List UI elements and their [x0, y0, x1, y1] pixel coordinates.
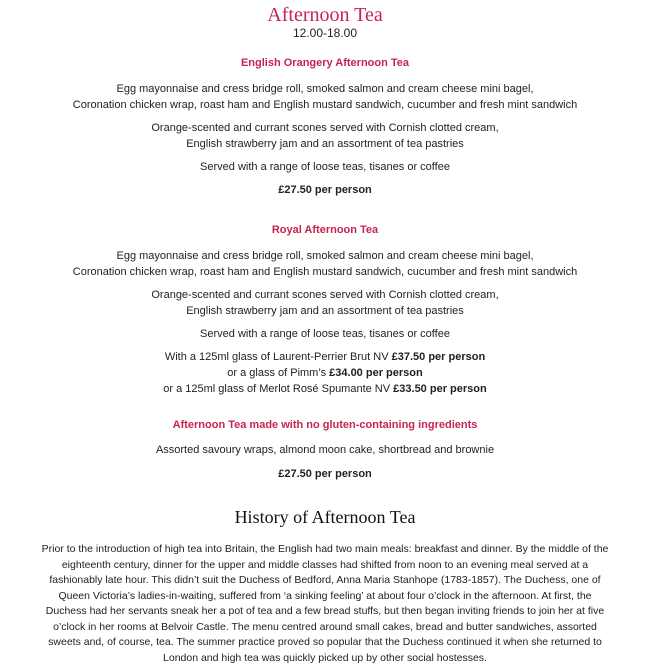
menu-line: Egg mayonnaise and cress bridge roll, smoked salmon and cream cheese mini bagel, [0, 81, 650, 97]
scones-line: English strawberry jam and an assortment of tea pastries [0, 136, 650, 152]
section-title: English Orangery Afternoon Tea [0, 56, 650, 70]
section-english-orangery [0, 56, 650, 198]
serving-hours: 12.00-18.00 [0, 26, 650, 40]
price-option: or a glass of Pimm’s £34.00 per person [0, 365, 650, 381]
description-text: Assorted savoury wraps, almond moon cake, shortbread and brownie [0, 442, 650, 458]
history-line: sweets and, of course, tea. The summer practice proved so popular that the Duchess continued it when she returned to [8, 635, 642, 651]
history-line: fashionably late hour. This didn’t suit the Duchess of Bedford, Anna Maria Stanhope (1783-1857). The Duchess, one of [8, 573, 642, 589]
history-line: Prior to the introduction of high tea into Britain, the English had two main meals: breakfast and dinner. By the middle of the [8, 542, 642, 558]
history-title: History of Afternoon Tea [0, 505, 650, 529]
section-gluten-free [0, 418, 650, 482]
page-title: Afternoon Tea [0, 4, 650, 26]
history-line: eighteenth century, dinner for the upper and middle classes had shifted from noon to an evening meal served at a [8, 558, 642, 574]
section-title: Afternoon Tea made with no gluten-containing ingredients [0, 418, 650, 432]
section-royal [0, 223, 650, 397]
served-with-text: Served with a range of loose teas, tisanes or coffee [0, 159, 650, 175]
menu-line: Coronation chicken wrap, roast ham and English mustard sandwich, cucumber and fresh mint sandwich [0, 264, 650, 280]
menu-line: Egg mayonnaise and cress bridge roll, smoked salmon and cream cheese mini bagel, [0, 248, 650, 264]
history-line: London and high tea was quickly picked up by other social hostesses. [8, 651, 642, 666]
section-title: Royal Afternoon Tea [0, 223, 650, 237]
history-line: Queen Victoria’s ladies-in-waiting, suffered from ‘a sinking feeling’ at about four o’clock in the afternoon. At first, the [8, 589, 642, 605]
served-with-text: Served with a range of loose teas, tisanes or coffee [0, 326, 650, 342]
menu-line: Coronation chicken wrap, roast ham and English mustard sandwich, cucumber and fresh mint sandwich [0, 97, 650, 113]
history-paragraph [8, 542, 642, 666]
price-text: £27.50 per person [0, 182, 650, 198]
price-option: or a 125ml glass of Merlot Rosé Spumante NV £33.50 per person [0, 381, 650, 397]
scones-line: Orange-scented and currant scones served with Cornish clotted cream, [0, 120, 650, 136]
scones-line: English strawberry jam and an assortment of tea pastries [0, 303, 650, 319]
history-line: Duchess had her servants sneak her a pot of tea and a few bread stuffs, but then began inviting friends to join her at five [8, 604, 642, 620]
price-text: £27.50 per person [0, 466, 650, 482]
history-line: o’clock in her rooms at Belvoir Castle. The menu centred around small cakes, bread and butter sandwiches, assorted [8, 620, 642, 636]
price-option: With a 125ml glass of Laurent-Perrier Brut NV £37.50 per person [0, 349, 650, 365]
scones-line: Orange-scented and currant scones served with Cornish clotted cream, [0, 287, 650, 303]
